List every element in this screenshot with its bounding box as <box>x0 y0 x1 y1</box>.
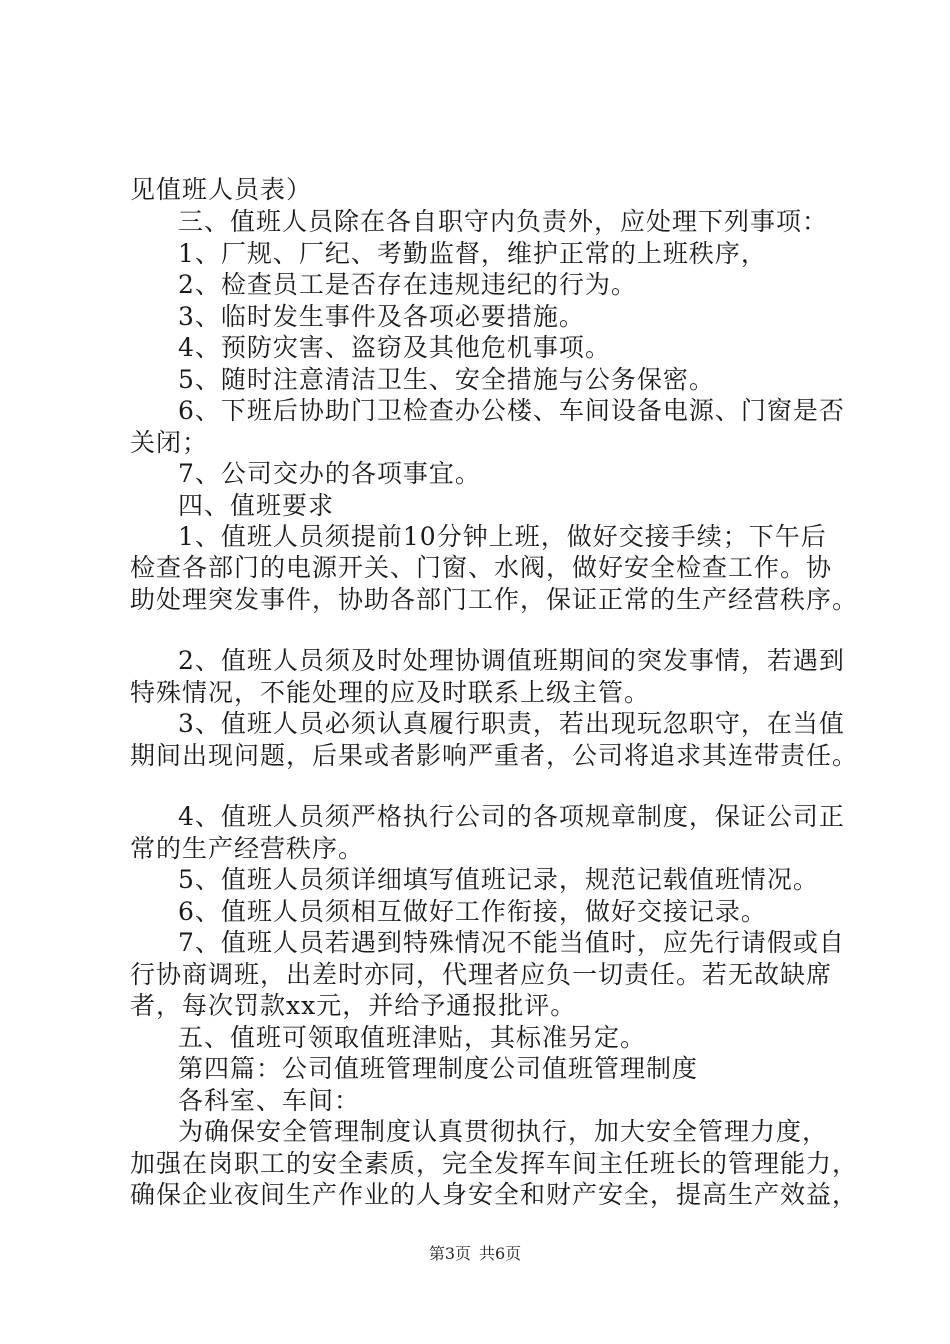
text-line: 3、值班人员必须认真履行职责，若出现玩忽职守，在当值 <box>178 709 845 738</box>
text-line: 7、公司交办的各项事宜。 <box>178 459 481 488</box>
text-line: 助处理突发事件，协助各部门工作，保证正常的生产经营秩序。 <box>130 585 859 614</box>
text-line: 者，每次罚款xx元，并给予通报批评。 <box>130 991 577 1020</box>
text-line: 见值班人员表） <box>130 175 313 204</box>
text-line: 4、值班人员须严格执行公司的各项规章制度，保证公司正 <box>178 802 845 831</box>
salutation: 各科室、车间： <box>178 1086 361 1115</box>
text-line: 2、值班人员须及时处理协调值班期间的突发事情，若遇到 <box>178 646 845 675</box>
text-line: 5、随时注意清洁卫生、安全措施与公务保密。 <box>178 365 715 394</box>
text-line: 6、值班人员须相互做好工作衔接，做好交接记录。 <box>178 897 767 926</box>
text-line: 常的生产经营秩序。 <box>130 834 365 863</box>
text-line: 加强在岗职工的安全素质，完全发挥车间主任班长的管理能力， <box>130 1149 859 1178</box>
section-heading: 五、值班可领取值班津贴，其标准另定。 <box>178 1023 647 1052</box>
page-footer <box>0 1244 950 1264</box>
text-line: 2、检查员工是否存在违规违纪的行为。 <box>178 270 637 299</box>
text-line: 三、值班人员除在各自职守内负责外，应处理下列事项： <box>178 207 829 236</box>
text-line: 确保企业夜间生产作业的人身安全和财产安全，提高生产效益， <box>130 1180 859 1209</box>
text-line: 1、值班人员须提前10分钟上班，做好交接手续；下午后 <box>178 522 827 551</box>
text-line: 检查各部门的电源开关、门窗、水阀，做好安全检查工作。协 <box>130 553 833 582</box>
text-line: 6、下班后协助门卫检查办公楼、车间设备电源、门窗是否 <box>178 396 845 425</box>
text-line: 3、临时发生事件及各项必要措施。 <box>178 302 585 331</box>
text-line: 期间出现问题，后果或者影响严重者，公司将追求其连带责任。 <box>130 741 859 770</box>
text-line: 5、值班人员须详细填写值班记录，规范记载值班情况。 <box>178 865 819 894</box>
text-line: 行协商调班，出差时亦同，代理者应负一切责任。若无故缺席 <box>130 960 833 989</box>
text-line: 1、厂规、厂纪、考勤监督，维护正常的上班秩序， <box>178 239 767 268</box>
page-total: 共6页 <box>479 1244 522 1263</box>
section-heading: 四、值班要求 <box>178 491 335 520</box>
text-line: 特殊情况，不能处理的应及时联系上级主管。 <box>130 678 651 707</box>
article-title: 第四篇：公司值班管理制度公司值班管理制度 <box>178 1054 699 1083</box>
page-number: 第3页 <box>428 1244 471 1263</box>
text-line: 为确保安全管理制度认真贯彻执行，加大安全管理力度， <box>178 1117 829 1146</box>
text-line: 7、值班人员若遇到特殊情况不能当值时，应先行请假或自 <box>178 928 845 957</box>
text-line: 关闭； <box>130 428 209 457</box>
text-line: 4、预防灾害、盗窃及其他危机事项。 <box>178 333 611 362</box>
